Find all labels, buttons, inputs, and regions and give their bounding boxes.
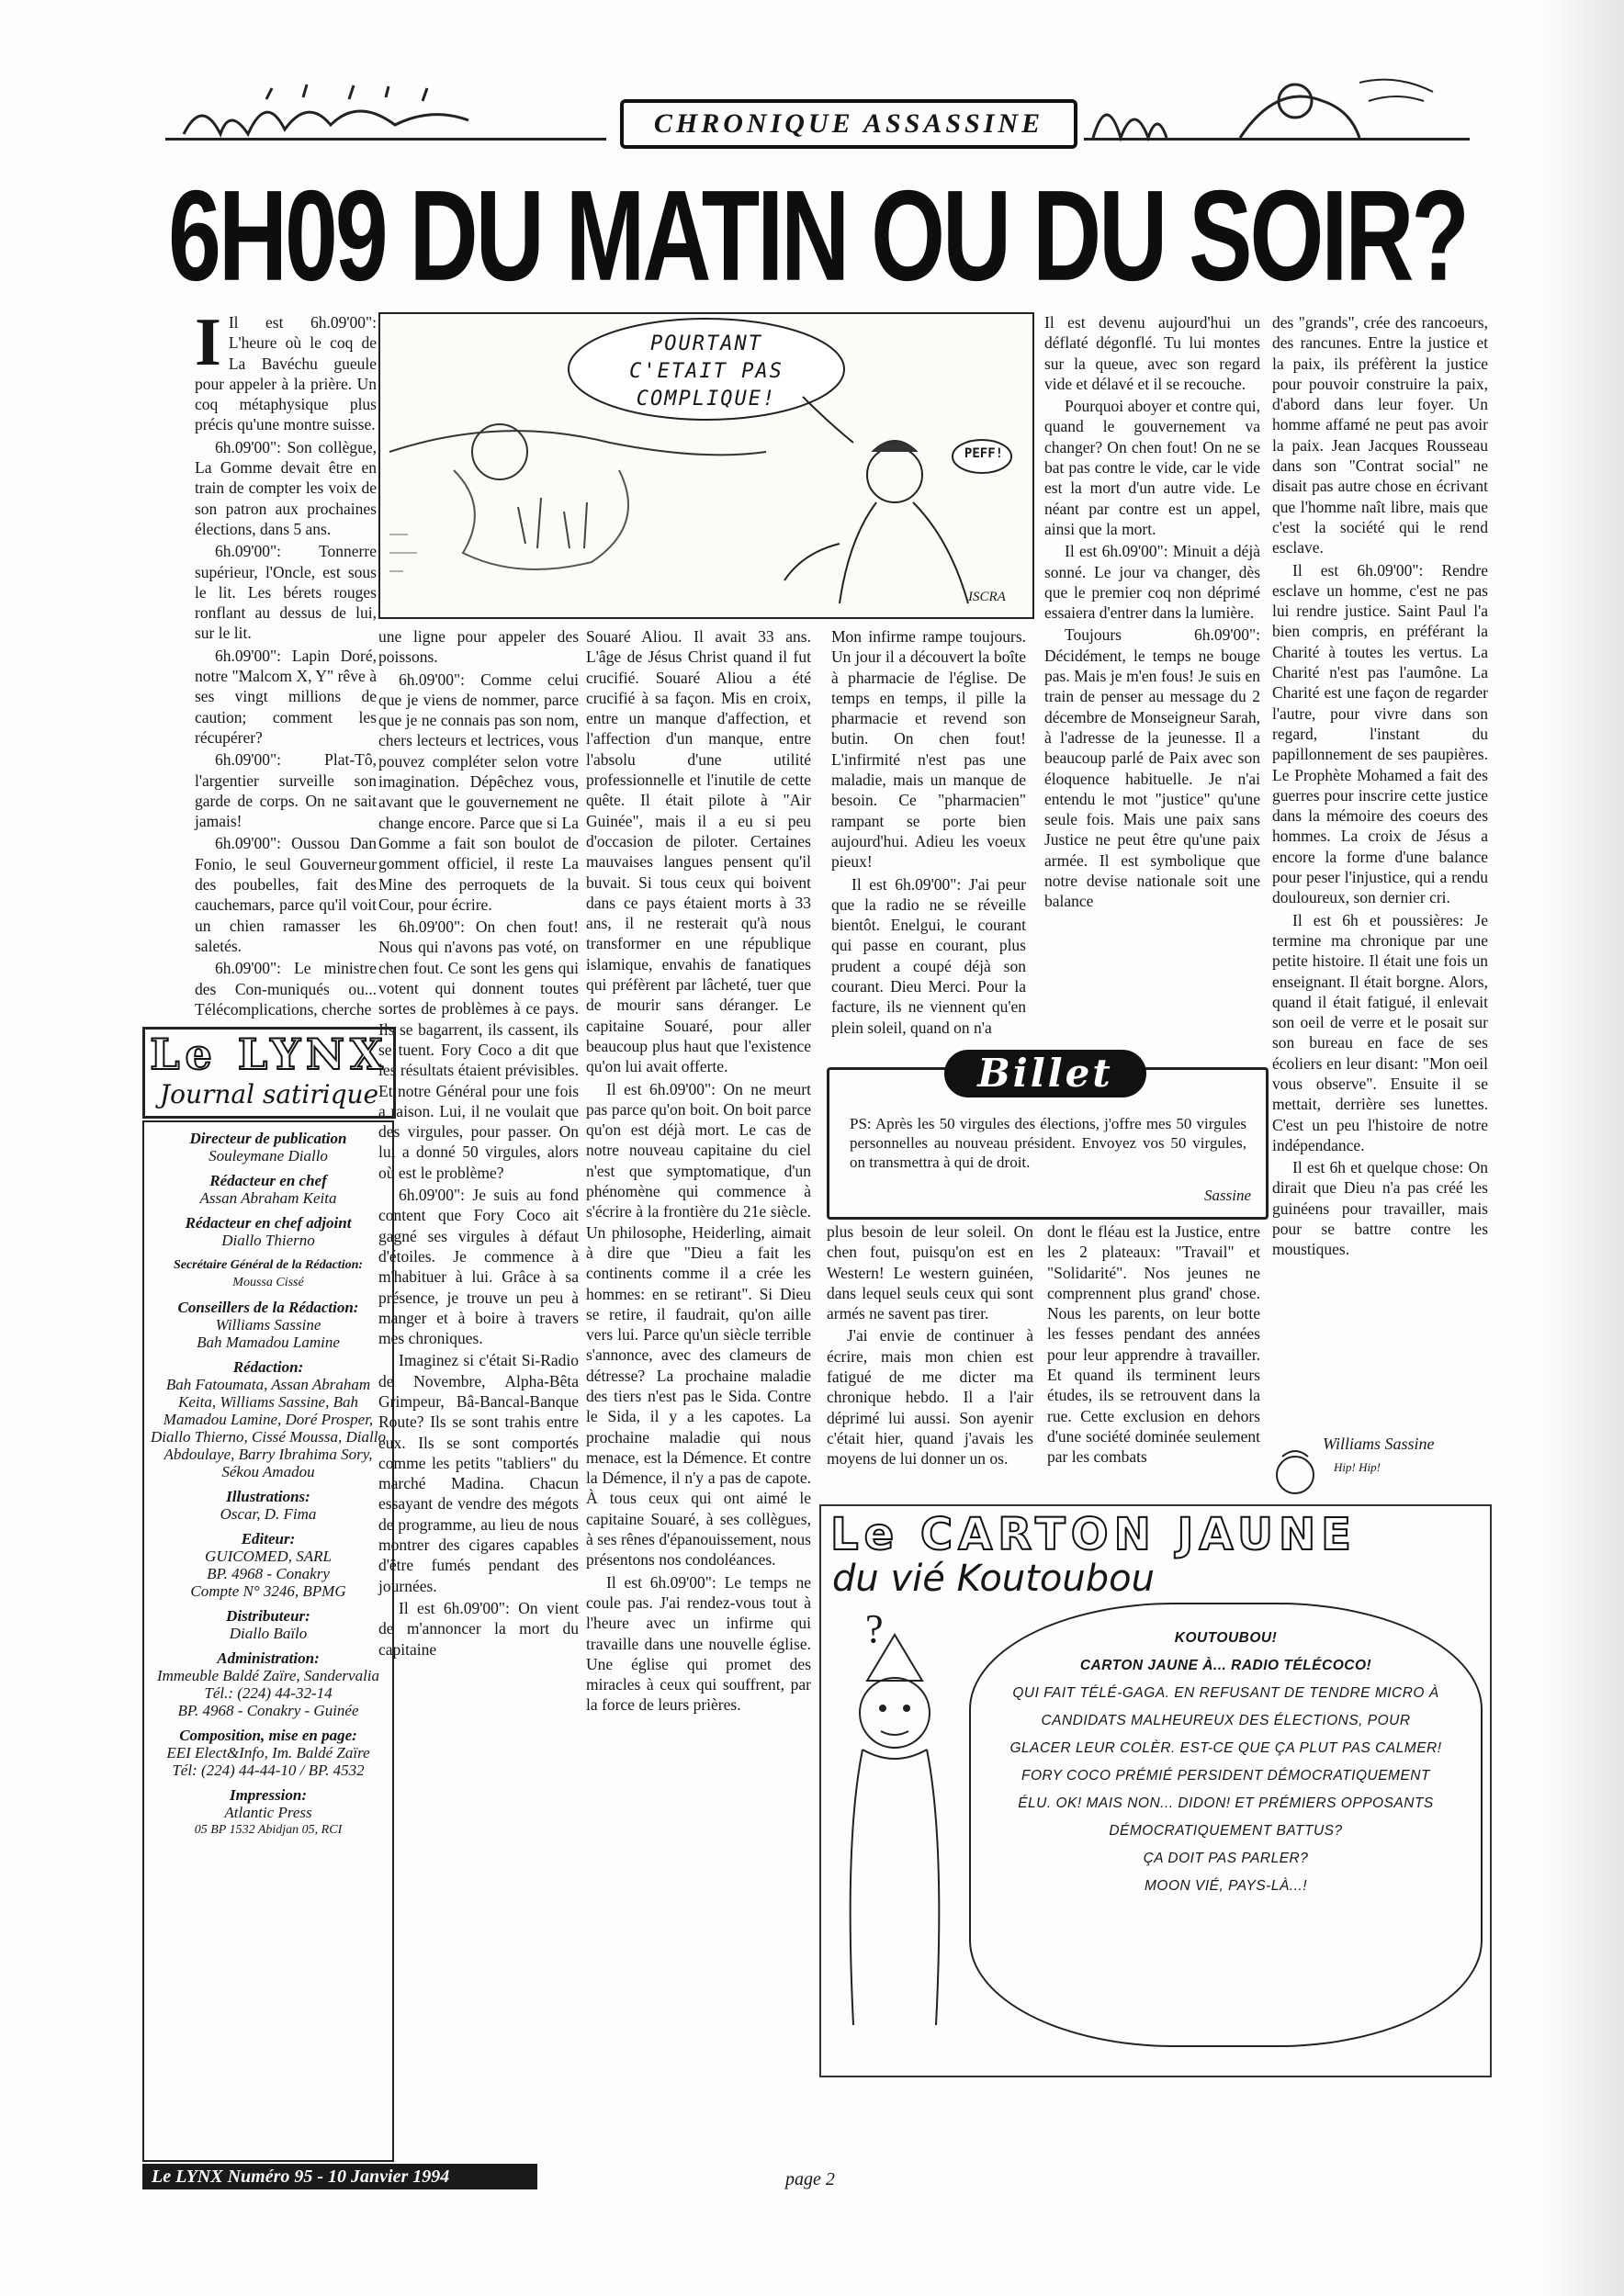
paragraph: Il est 6h.09'00": L'heure où le coq de La Bavéchu gueule pour appeler à la prière. Un coq métaphysique plus précis qu'une montre suisse. <box>195 313 377 434</box>
credit-name: Diallo Thierno <box>221 1232 315 1249</box>
paragraph: Il est 6h et quelque chose: On dirait que Dieu n'a pas créé les guinéens pour travailler, mais pour se battre contre les moustiques. <box>1272 1158 1488 1259</box>
credit-name: Assan Abraham Keita <box>199 1189 337 1207</box>
carton-line: MOON VIÉ, PAYS-LÀ...! <box>1144 1878 1308 1894</box>
scan-edge-shadow <box>1541 0 1624 2296</box>
credit-role: Illustrations: <box>226 1488 310 1505</box>
koutoubou-drawing <box>826 1626 964 2057</box>
credit-name: Compte N° 3246, BPMG <box>190 1582 346 1600</box>
carton-line: QUI FAIT TÉLÉ-GAGA. EN REFUSANT DE TENDRE MICRO À <box>1012 1685 1439 1701</box>
credit-name: 05 BP 1532 Abidjan 05, RCI <box>194 1823 343 1837</box>
article-column-6 <box>1272 312 1488 1262</box>
carton-line: DÉMOCRATIQUEMENT BATTUS? <box>1109 1823 1343 1839</box>
credit-name: Williams Sassine <box>215 1316 321 1334</box>
paragraph: Souaré Aliou. Il avait 33 ans. L'âge de Jésus Christ quand il fut crucifié. Souaré Aliou a été crucifié à sa façon. Mis en croix, entre un manque d'affection, et l'affection d'un manque, entre l'absolu d'une utilité professionnelle et l'inutile de cette quête. Il était pilote à "Air Guinée", mais il a eu si peu d'occasion de piloter. Certaines mauvaises langues pensent qu'il buvait. Si tous ceux qui boivent dans ce pays étaient morts à 33 ans, il ne resterait qu'à nous transformer en une république islamique, envahis de fanatiques qui préfèrent par lâcheté, tuer que de mourir sans déranger. Le capitaine Souaré, pour aller beaucoup plus haut que l'existence qu'on lui avait offerte. <box>586 627 811 1076</box>
carton-line: KOUTOUBOU! <box>1174 1630 1278 1646</box>
credit-role: Impression: <box>229 1786 308 1804</box>
carton-line: FORY COCO PRÉMIÉ PERSIDENT DÉMOCRATIQUEMENT <box>1021 1768 1430 1784</box>
credit-name: Bah Fatoumata, Assan Abraham Keita, Williams Sassine, Bah Mamadou Lamine, Doré Prosper, Diallo Thierno, Cissé Moussa, Diallo Abdoulaye, Barry Ibrahima Sory, Sékou Amadou <box>151 1376 386 1480</box>
billet-tag: Billet <box>944 1050 1146 1097</box>
paragraph: dont le fléau est la Justice, entre les 2 plateaux: "Travail" et "Solidarité". Nos jeunes ne comprennent plus grand' chose. Nous les parents, on leur botte les fesses pendant des années pour leur apprendre à travailler. Et quand ils terminent leurs études, ils se retrouvent dans la rue. Cette exclusion en dehors d'une société dominée seulement par les combats <box>1047 1222 1260 1467</box>
credit-role: Administration: <box>217 1649 320 1667</box>
billet-box <box>827 1051 1269 1220</box>
header-doodle-left <box>165 81 606 145</box>
article-column-2 <box>378 626 579 1661</box>
credit-name: Souleymane Diallo <box>209 1147 328 1165</box>
credit-role: Rédacteur en chef adjoint <box>185 1214 352 1232</box>
paragraph: Il est 6h.09'00": J'ai peur que la radio ne se réveille bientôt. Enelgui, le courant qui passe en courant, plus prudent a coupé déjà son courant. Dieu Merci. Pour la facture, ils ne viennent qu'en plein soleil, quand on n'a <box>831 874 1026 1037</box>
paragraph: Il est 6h.09'00": Rendre esclave un homme, c'est ne pas lui rendre justice. Saint Paul l'a bien compris, en préférant la Charité à toutes les vertus. La Charité n'est pas l'aumône. La Charité est une façon de regarder l'autre, pour vivre dans son regard, l'instant du papillonnement de ses paupières. Le Prophète Mohamed a fait des guerres pour inscrire cette justice dans la mémoire des coeurs des hommes. La croix de Jésus a encore la forme d'une balance pour peser l'injustice, qui a rendu douloureux, son dernier cri. <box>1272 560 1488 907</box>
credit-name: GUICOMED, SARL <box>205 1548 332 1565</box>
paragraph: Il est devenu aujourd'hui un déflaté dégonflé. Tu lui montes sur la queue, avec son regard vide et délavé et il se recouche. <box>1044 313 1260 393</box>
article-column-4 <box>831 626 1026 1040</box>
credit-name: Tél.: (224) 44-32-14 <box>204 1684 333 1702</box>
article-column-4-continued <box>827 1221 1033 1471</box>
credit-name: BP. 4968 - Conakry <box>207 1565 330 1582</box>
section-label: CHRONIQUE ASSASSINE <box>620 99 1077 149</box>
carton-line: CARTON JAUNE À... RADIO TÉLÉCOCO! <box>1079 1658 1372 1673</box>
paragraph: 6h.09'00": Plat-Tô, l'argentier surveille son garde de corps. On ne sait jamais! <box>195 750 377 831</box>
paragraph: Il est 6h.09'00": Le temps ne coule pas. J'ai rendez-vous tout à l'heure avec un infirme qui travaille dans une nouvelle église. Une église qui promet des miracles à ceux qui souffrent, par la force de leurs prières. <box>586 1572 811 1715</box>
credit-role: Editeur: <box>241 1530 296 1548</box>
paragraph: 6h.09'00": Lapin Doré, notre "Malcom X, Y" rêve à ses vingt millions de caution; comment les récupérer? <box>195 646 377 747</box>
credit-name: Bah Mamadou Lamine <box>197 1334 340 1351</box>
paragraph: 6h.09'00": Le ministre des Con-muniqués ou... Télécomplications, cherche <box>195 959 377 1019</box>
article-column-3 <box>586 626 811 1717</box>
carton-line: CANDIDATS MALHEUREUX DES ÉLECTIONS, POUR <box>1041 1713 1411 1728</box>
paragraph: 6h.09'00": Comme celui que je viens de nommer, parce que je ne connais pas son nom, chers lecteurs et lectrices, vous pouvez compléter selon votre imagination. Dépêchez vous, avant que le gouvernement ne change encore. Parce que si La Gomme a fait son boulot de gomment officiel, il reste La Mine des perroquets de la Cour, pour écrire. <box>378 670 579 914</box>
carton-speech-bubble <box>969 1603 1483 2047</box>
cartoon-sigh-bubble: PEFF! <box>964 446 1004 461</box>
article-column-1 <box>195 305 377 1021</box>
paragraph: Il est 6h et poussières: Je termine ma chronique par une petite histoire. Il était une fois un enseignant. Il était borgne. Alors, quand il était fatigué, il enlevait son oeil de verre et le posait sur son bureau en face de ses écoliers en leur disant: "Mon oeil vous observe". Ensuite il se mettait, derrière ses lunettes. C'est un peu l'histoire de notre indépendance. <box>1272 910 1488 1154</box>
paragraph: Il est 6h.09'00": Minuit a déjà sonné. Le jour va changer, dès que le premier coq non déprimé essaiera d'entrer dans la lumière. <box>1044 542 1260 623</box>
bubble-line: COMPLIQUE! <box>636 388 777 411</box>
header-rule-right <box>1084 138 1470 141</box>
credit-name: BP. 4968 - Conakry - Guinée <box>177 1702 359 1719</box>
credit-name: Diallo Baïlo <box>229 1625 308 1642</box>
paragraph: des "grands", crée des rancoeurs, des rancunes. Entre la justice et la paix, ils préfèrent la justice pour pouvoir construire la paix, d'abord dans leur foyer. Un homme affamé ne peut pas avoir la paix. Jean Jacques Rousseau dans son "Contrat social" ne disait pas autre chose en écrivant que l'homme naît libre, mais que c'est la société qui le rend esclave. <box>1272 313 1488 557</box>
paragraph: Imaginez si c'était Si-Radio de Novembre, Alpha-Bêta Grimpeur, Bâ-Bancal-Banque Route? Ils se sont trahis entre eux. Ils se sont comportés comme les petits "tabliers" du marché Madina. Chacun essayant de vendre des mégots de programme, au lieu de nous montrer des cigares capables d'être fumés pendant des journées. <box>378 1351 579 1595</box>
article-author: Williams Sassine <box>1323 1435 1435 1453</box>
carton-line: ÉLU. OK! MAIS NON... DIDON! ET PRÉMIERS OPPOSANTS <box>1018 1795 1434 1811</box>
carton-subtitle: du vié Koutoubou <box>832 1558 1155 1600</box>
dropcap: I <box>195 305 221 380</box>
credit-name: Atlantic Press <box>224 1804 312 1821</box>
paragraph: 6h.09'00": Je suis au fond content que Fory Coco ait gagné ses virgules à défaut d'étoiles. Je commence à m'habituer à lui. Grâce à sa présence, je trouve un peu à manger et à boire à travers mes chroniques. <box>378 1186 579 1348</box>
bubble-line: POURTANT <box>650 332 762 355</box>
bubble-line: C'ETAIT PAS <box>629 360 784 383</box>
billet-text: PS: Après les 50 virgules des élections, j'offre mes 50 virgules personnelles au nouveau président. Envoyez vos 50 virgules, on transmettra à qui de droit. <box>850 1115 1246 1171</box>
paragraph: 6h.09'00": On chen fout! Nous qui n'avons pas voté, on chen fout. Ce sont les gens qui votent qui donnent toutes sortes de problèmes à ce pays. Ils se bagarrent, ils cassent, ils se tuent. Fory Coco a dit que les résultats étaient prévisibles. Et notre Général pour une fois a raison. Lui, il ne voulait que des virgules, pour passer. On lui a donné 50 virgules, alors où est le problème? <box>378 917 579 1182</box>
credit-name: Oscar, D. Fima <box>220 1505 317 1523</box>
credit-role: Distributeur: <box>226 1607 310 1625</box>
credit-role: Conseillers de la Rédaction: <box>177 1299 359 1316</box>
paragraph: J'ai envie de continuer à écrire, mais mon chien est fatigué de me dicter ma chronique hebdo. Il a l'air déprimé lui aussi. Son ayenir c'était hier, quand j'avais les moyens de lui donner un os. <box>827 1326 1033 1469</box>
credit-role: Directeur de publication <box>189 1130 347 1147</box>
paragraph: 6h.09'00": Oussou Dan Fonio, le seul Gouverneur des poubelles, fait des cauchemars, parce qu'il voit un chien ramasser les saletés. <box>195 834 377 955</box>
paragraph: Il est 6h.09'00": On ne meurt pas parce qu'on boit. On boit parce qu'on est déjà mort. Le cas de notre nouveau capitaine du ciel n'est que symptomatique, d'un phénomène qui commence à s'écrire à la frontière du 21e siècle. Un philosophe, Heiderling, aimait à dire que "Dieu a fait les continents comme il a crée les hommes: en se retirant". Si Dieu se retire, il faudrait, qu'on aille vers lui. Parce qu'un siècle terrible s'annonce, avec des clameurs de détresse? La prochaine maladie des tiers n'est pas le Sida. Contre le Sida, il y a les capotes. La prochaine maladie qui nous menace, est la Démence. Et contre la Démence, il n'y a pas de capote. À tous ceux qui ont aimé le capitaine Souaré, à ses collègues, à ses rênes d'épanouissement, nous présentons nos condoléances. <box>586 1079 811 1570</box>
page-number: page 2 <box>785 2169 835 2189</box>
masthead-credits <box>142 1120 394 2162</box>
masthead-logo <box>142 1027 396 1119</box>
credit-name: Tél: (224) 44-44-10 / BP. 4532 <box>172 1761 365 1779</box>
paragraph: Toujours 6h.09'00": Décidément, le temps ne bouge pas. Mais je m'en fous! Je suis en train de penser au message du 2 décembre de Monseigneur Sarah, à l'adresse de la jeunesse. Il a beaucoup parlé de Paix avec son éloquence habituelle. Je n'ai entendu le mot "justice" qu'une seule fois. Mais une paix sans Justice ne peut être qu'une paix armée. Il est symbolique que notre devise nationale soit une balance <box>1044 625 1260 911</box>
credit-name: Moussa Cissé <box>232 1276 304 1289</box>
masthead-name: Le LYNX <box>150 1030 389 1079</box>
carton-line: GLACER LEUR COLÈR. EST-CE QUE ÇA PLUT PAS CALMER! <box>1009 1740 1442 1756</box>
paragraph: 6h.09'00": Son collègue, La Gomme devait être en train de compter les voix de son patron aux prochaines élections, dans 5 ans. <box>195 437 377 538</box>
paragraph: 6h.09'00": Tonnerre supérieur, l'Oncle, est sous le lit. Les bérets rouges ronflant au dessus de lui, sur le lit. <box>195 542 377 643</box>
credit-role: Rédaction: <box>232 1358 304 1376</box>
hip-text: Hip! Hip! <box>1334 1460 1381 1474</box>
credit-role: Secrétaire Général de la Rédaction: <box>173 1258 364 1272</box>
masthead-subtitle: Journal satirique <box>159 1079 379 1109</box>
headline: 6H09 DU MATIN OU DU SOIR? <box>168 164 1467 309</box>
author-doodle <box>1260 1442 1334 1506</box>
paragraph: plus besoin de leur soleil. On chen fout, puisqu'on est en Western! Le western guinéen, dans lequel seuls ceux qui sont armés ne savent pas tirer. <box>827 1222 1033 1323</box>
cartoon-speech-bubble <box>587 331 826 413</box>
carton-title: Le CARTON JAUNE <box>830 1509 1357 1560</box>
credit-role: Composition, mise en page: <box>179 1727 357 1744</box>
header-rule-left <box>165 138 606 141</box>
article-column-5-continued <box>1047 1221 1260 1469</box>
editorial-cartoon <box>378 312 1034 619</box>
billet-signature: Sassine <box>1204 1187 1251 1204</box>
header-doodle-right <box>1084 64 1470 147</box>
paragraph: Mon infirme rampe toujours. Un jour il a découvert la boîte à pharmacie de l'église. De temps en temps, il pille la pharmacie et revend son butin. On chen fout! L'infirmité n'est pas une maladie, mais un manque de besoin. Ce "pharmacien" rampant se porte bien aujourd'hui. Adieu les voeux pieux! <box>831 627 1026 872</box>
paragraph: Pourquoi aboyer et contre qui, quand le gouvernement va changer? On chen fout! On ne se bat pas contre le vide, car le vide est la mort d'un autre vide. Le néant par contre est un appel, ainsi que la mort. <box>1044 397 1260 538</box>
carton-line: ÇA DOIT PAS PARLER? <box>1143 1851 1309 1866</box>
credit-name: Immeuble Baldé Zaïre, Sandervalia <box>156 1667 380 1684</box>
article-column-5 <box>1044 312 1260 914</box>
paragraph: une ligne pour appeler des poissons. <box>378 627 579 667</box>
credit-name: EEI Elect&Info, Im. Baldé Zaïre <box>166 1744 370 1761</box>
cartoon-signature: ISCRA <box>968 590 1006 604</box>
issue-band: Le LYNX Numéro 95 - 10 Janvier 1994 <box>142 2164 537 2189</box>
credit-role: Rédacteur en chef <box>209 1172 327 1189</box>
paragraph: Il est 6h.09'00": On vient de m'annoncer la mort du capitaine <box>378 1598 579 1659</box>
carton-question-mark: ? <box>865 1606 884 1651</box>
